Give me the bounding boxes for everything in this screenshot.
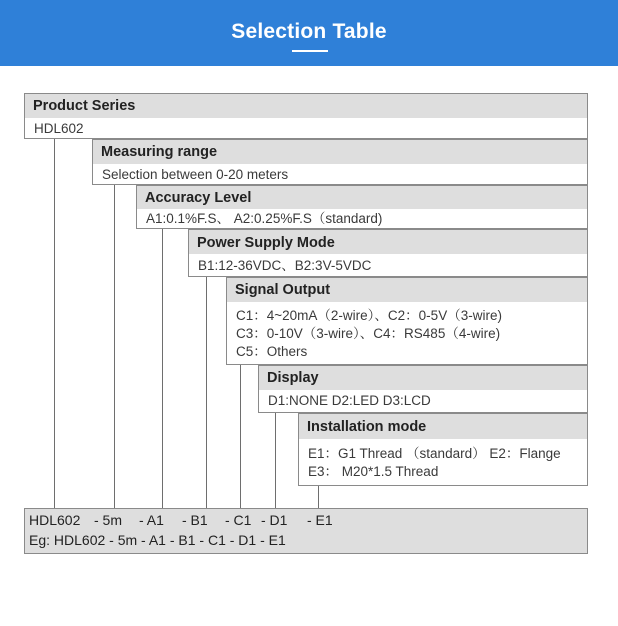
accuracy-level-value: A1:0.1%F.S、 A2:0.25%F.S（standard) <box>146 211 383 226</box>
page-title: Selection Table <box>231 20 387 43</box>
title-underline <box>292 50 328 52</box>
model-code-box <box>24 508 588 554</box>
measuring-range-title: Measuring range <box>93 140 587 164</box>
power-supply-value: B1:12-36VDC、B2:3V-5VDC <box>198 258 372 273</box>
connector-line-power <box>206 277 207 508</box>
product-series-title: Product Series <box>25 94 587 118</box>
connector-line-display <box>275 413 276 508</box>
signal-output-title: Signal Output <box>227 278 587 302</box>
measuring-range-box <box>92 139 588 185</box>
model-code-example: Eg: HDL602 - 5m - A1 - B1 - C1 - D1 - E1 <box>29 532 286 548</box>
product-series-value: HDL602 <box>34 121 84 136</box>
display-box <box>258 365 588 413</box>
code-part-accuracy: - A1 <box>139 512 164 528</box>
code-part-power: - B1 <box>182 512 208 528</box>
code-part-install: - E1 <box>307 512 333 528</box>
product-series-box <box>24 93 588 139</box>
power-supply-title: Power Supply Mode <box>189 230 587 254</box>
installation-mode-line-1: E1：G1 Thread （standard） E2：Flange <box>308 446 561 461</box>
accuracy-level-title: Accuracy Level <box>137 186 587 209</box>
signal-output-line-3: C5：Others <box>236 344 308 359</box>
installation-mode-box <box>298 413 588 486</box>
installation-mode-line-2: E3： M20*1.5 Thread <box>308 464 439 479</box>
connector-line-series <box>54 139 55 508</box>
display-title: Display <box>259 366 587 390</box>
connector-line-signal <box>240 365 241 508</box>
code-part-display: - D1 <box>261 512 288 528</box>
code-part-signal: - C1 <box>225 512 252 528</box>
connector-line-range <box>114 185 115 508</box>
header-banner <box>0 0 618 66</box>
connector-line-accuracy <box>162 229 163 508</box>
accuracy-level-box <box>136 185 588 229</box>
signal-output-box <box>226 277 588 365</box>
power-supply-box <box>188 229 588 277</box>
signal-output-line-2: C3：0-10V（3-wire）、C4：RS485（4-wire) <box>236 326 501 341</box>
display-value: D1:NONE D2:LED D3:LCD <box>268 393 431 408</box>
measuring-range-value: Selection between 0-20 meters <box>102 167 289 182</box>
signal-output-line-1: C1：4~20mA（2-wire）、C2：0-5V（3-wire) <box>236 308 502 323</box>
code-part-range: - 5m <box>94 512 122 528</box>
installation-mode-title: Installation mode <box>299 414 587 439</box>
connector-line-install <box>318 486 319 508</box>
code-part-series: HDL602 <box>29 512 81 528</box>
